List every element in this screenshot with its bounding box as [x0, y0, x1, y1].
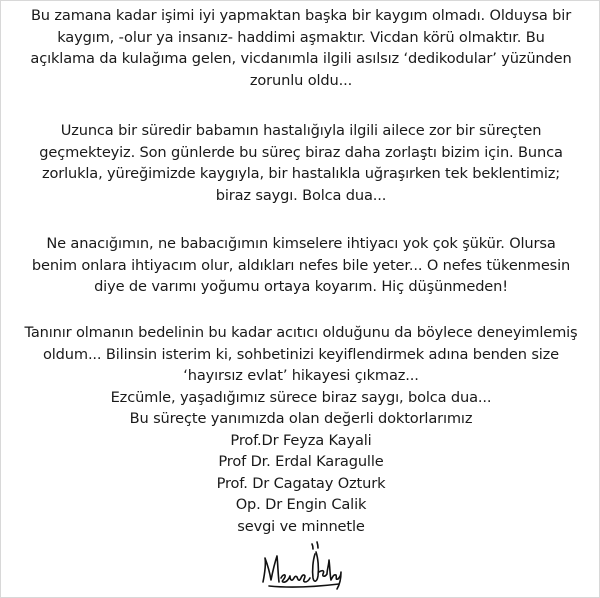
text-line: kaygım, -olur ya insanız- haddimi aşmaktır. Vicdan körü olmaktır. Bu: [57, 28, 545, 46]
paragraph-intro: [7, 5, 595, 91]
doctor-name: Prof. Dr Cagatay Ozturk: [216, 474, 386, 492]
text-line: diye de varımı yoğumu ortaya koyarım. Hiç düşünmeden!: [94, 278, 508, 295]
text-line: açıklama da kulağıma gelen, vicdanımla ilgili asılsız ‘dedikodular’ yüzünden: [30, 50, 572, 67]
text-line: Tanınır olmanın bedelinin bu kadar acıtıcı olduğunu da böylece deneyimlemiş: [24, 324, 578, 341]
text-line: Ne anacığımın, ne babacığımın kimselere ihtiyacı yok çok şükür. Olursa: [46, 235, 556, 252]
text-line: Bu zamana kadar işimi iyi yapmaktan başka bir kaygım olmadı. Olduysa bir: [30, 7, 572, 24]
text-line: Uzunca bir süredir babamın hastalığıyla ilgili ailece zor bir süreçten: [60, 122, 542, 139]
text-line: benim onlara ihtiyacım olur, aldıkları nefes bile yeter... O nefes tükenmesin: [31, 256, 571, 274]
doctor-name: Op. Dr Engin Calik: [235, 496, 367, 513]
closing-phrase: sevgi ve minnetle: [237, 517, 365, 535]
paragraph-parents: [7, 233, 595, 298]
handwritten-signature: [259, 536, 345, 592]
doctor-name: Prof Dr. Erdal Karagulle: [218, 453, 384, 470]
text-line: zorlukla, yüreğimizde kaygıyla, bir hastalıkla uğraşırken tek beklentimiz;: [41, 165, 561, 182]
paragraph-family-illness: [7, 120, 595, 206]
text-line: Ezcümle, yaşadığımız sürece biraz saygı, bolca dua...: [110, 388, 492, 406]
text-line: oldum... Bilinsin isterim ki, sohbetinizi keyiflendirmek adına benden size: [42, 345, 560, 363]
text-line: Bu süreçte yanımızda olan değerli doktorlarımız: [129, 410, 473, 427]
paragraph-closing: [7, 322, 595, 537]
text-line: ‘hayırsız evlat’ hikayesi çıkmaz...: [183, 367, 419, 384]
doctor-name: Prof.Dr Feyza Kayali: [230, 431, 372, 449]
text-line: zorunlu oldu...: [249, 71, 353, 89]
text-line: biraz saygı. Bolca dua...: [215, 186, 387, 204]
text-line: geçmekteyiz. Son günlerde bu süreç biraz daha zorlaştı bizim için. Bunca: [39, 143, 563, 161]
